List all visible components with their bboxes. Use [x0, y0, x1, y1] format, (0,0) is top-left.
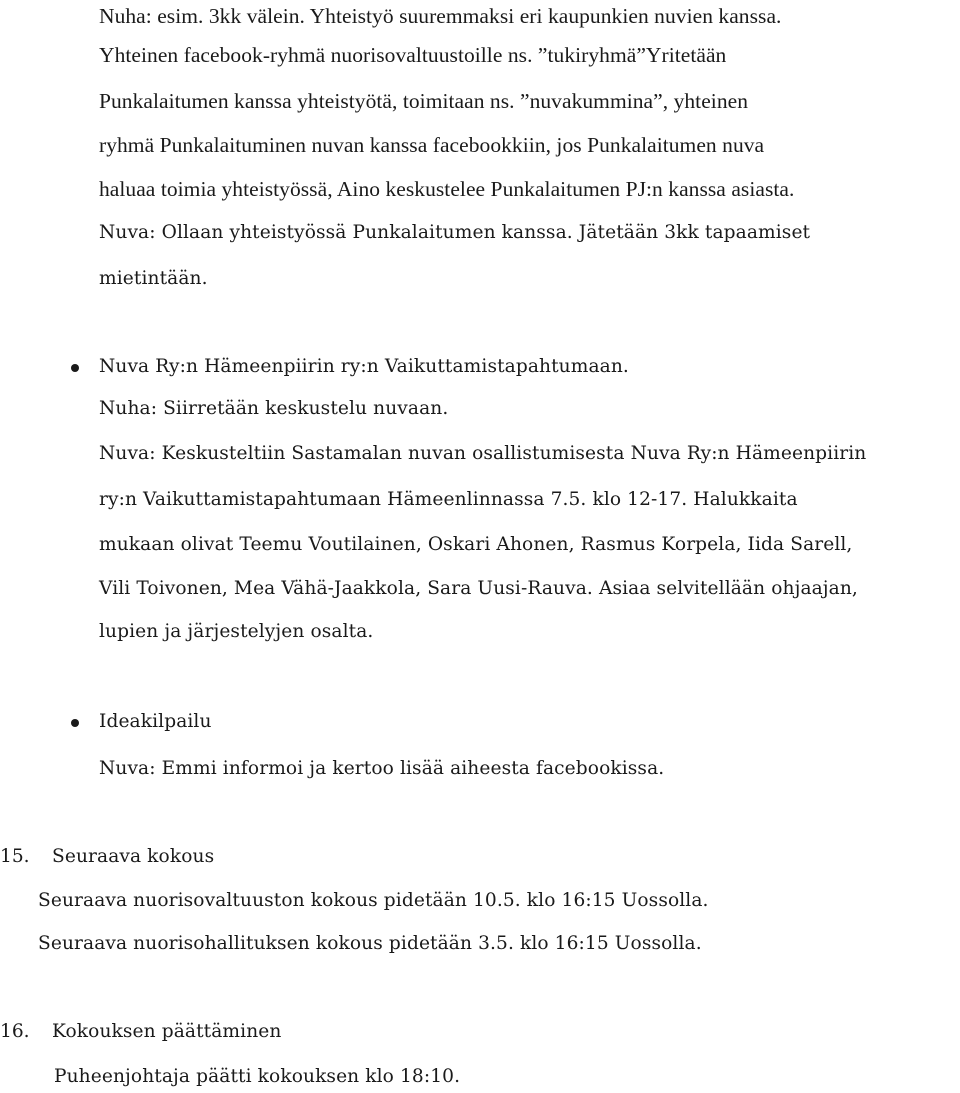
intro-line-1: Nuha: esim. 3kk välein. Yhteistyö suuremmaksi eri kaupunkien nuvien kanssa. [99, 4, 782, 28]
bullet-icon [71, 719, 79, 727]
section-15-number: 15. [0, 846, 30, 867]
bullet-icon [71, 364, 79, 372]
bullet-event-title: Nuva Ry:n Hämeenpiirin ry:n Vaikuttamistapahtumaan. [99, 356, 629, 377]
bullet-event-line-4: mukaan olivat Teemu Voutilainen, Oskari Ahonen, Rasmus Korpela, Iida Sarell, [99, 534, 853, 555]
intro-line-5: haluaa toimia yhteistyössä, Aino keskustelee Punkalaitumen PJ:n kanssa asiasta. [99, 177, 795, 201]
intro-line-4: ryhmä Punkalaituminen nuvan kanssa facebookkiin, jos Punkalaitumen nuva [99, 133, 765, 157]
section-15-line-1: Seuraava nuorisovaltuuston kokous pidetään 10.5. klo 16:15 Uossolla. [38, 890, 709, 911]
bullet-event-line-5: Vili Toivonen, Mea Vähä-Jaakkola, Sara Uusi-Rauva. Asiaa selvitellään ohjaajan, [99, 578, 858, 599]
intro-line-6: Nuva: Ollaan yhteistyössä Punkalaitumen kanssa. Jätetään 3kk tapaamiset [99, 222, 811, 243]
bullet-event-line-6: lupien ja järjestelyjen osalta. [99, 621, 374, 642]
bullet-contest-title: Ideakilpailu [99, 711, 212, 732]
bullet-event-line-1: Nuha: Siirretään keskustelu nuvaan. [99, 398, 449, 419]
intro-line-3: Punkalaitumen kanssa yhteistyötä, toimitaan ns. ”nuvakummina”, yhteinen [99, 89, 749, 113]
bullet-event-line-2: Nuva: Keskusteltiin Sastamalan nuvan osallistumisesta Nuva Ry:n Hämeenpiirin [99, 443, 867, 464]
section-15-heading: Seuraava kokous [52, 846, 215, 867]
bullet-event-line-3: ry:n Vaikuttamistapahtumaan Hämeenlinnassa 7.5. klo 12-17. Halukkaita [99, 489, 798, 510]
section-16-heading: Kokouksen päättäminen [52, 1021, 282, 1042]
intro-line-7: mietintään. [99, 268, 208, 289]
bullet-contest-line-1: Nuva: Emmi informoi ja kertoo lisää aiheesta facebookissa. [99, 758, 665, 779]
section-16-number: 16. [0, 1021, 30, 1042]
intro-line-2: Yhteinen facebook-ryhmä nuorisovaltuustoille ns. ”tukiryhmä”Yritetään [99, 43, 727, 67]
section-15-line-2: Seuraava nuorisohallituksen kokous pidetään 3.5. klo 16:15 Uossolla. [38, 933, 702, 954]
section-16-line-1: Puheenjohtaja päätti kokouksen klo 18:10. [54, 1066, 461, 1087]
